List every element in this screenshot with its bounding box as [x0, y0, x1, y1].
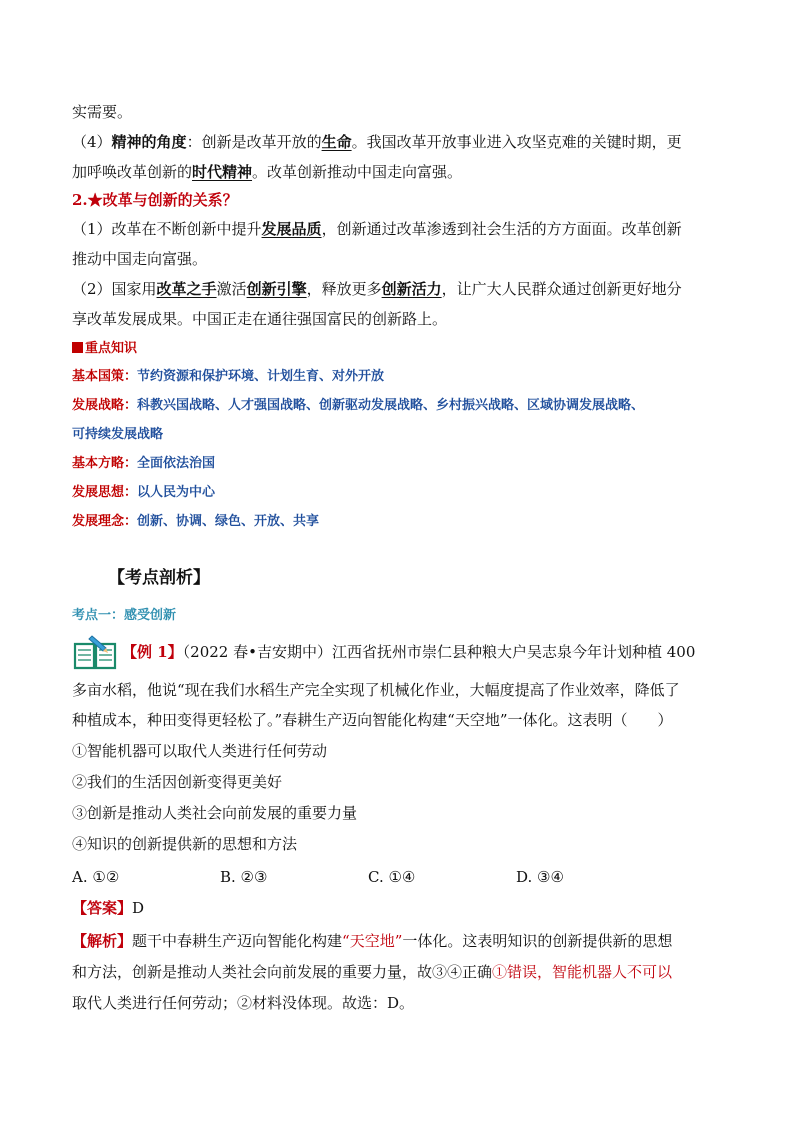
text: （1）改革在不断创新中提升	[72, 220, 262, 238]
example-stem-line	[72, 675, 722, 705]
text-line	[72, 97, 722, 127]
key-point-row	[72, 449, 215, 478]
text: ，创新通过改革渗透到社会生活的方方面面。改革创新	[321, 220, 682, 238]
statement	[72, 798, 722, 828]
underlined-keyword: 改革之手	[156, 280, 217, 298]
text: 和方法，创新是推动人类社会向前发展的重要力量，故③④正确	[72, 963, 493, 981]
option-d[interactable]: D. ③④	[516, 868, 564, 886]
question-heading	[72, 185, 722, 215]
key-point-value: 全面依法治国	[137, 456, 216, 471]
heading-text: 2.★改革与创新的关系？	[72, 191, 238, 209]
highlight-text: “天空地”	[342, 932, 403, 950]
analysis-label: 【解析】	[72, 932, 133, 950]
answer-value: D	[132, 899, 145, 917]
text: （2）国家用	[72, 280, 157, 298]
key-point-row	[72, 362, 384, 391]
text: 。改革创新推动中国走向富强。	[252, 163, 463, 181]
text-line	[72, 274, 722, 304]
key-point-row	[72, 420, 163, 449]
subsection-title: 考点一：感受创新	[72, 608, 177, 623]
text: 一体化。这表明知识的创新提供新的思想	[402, 932, 673, 950]
text: ④知识的创新提供新的思想和方法	[72, 835, 298, 853]
text: 种植成本，种田变得更轻松了。”春耕生产迈向智能化构建“天空地”一体化。这表明（ ）	[72, 711, 673, 729]
example-stem-line	[122, 637, 722, 667]
key-point-value: 可持续发展战略	[72, 427, 164, 442]
key-point-label: 发展理念：	[72, 514, 138, 529]
text: ：创新是改革开放的	[186, 133, 322, 151]
text: 推动中国走向富强。	[72, 250, 208, 268]
example-stem-line	[72, 705, 722, 735]
key-point-label: 发展战略：	[72, 398, 138, 413]
key-point-row	[72, 391, 644, 420]
text: 实需要。	[72, 103, 133, 121]
text: ①智能机器可以取代人类进行任何劳动	[72, 742, 328, 760]
answer-options	[72, 862, 722, 892]
text: （4）	[72, 133, 112, 151]
text: 多亩水稻，他说“现在我们水稻生产完全实现了机械化作业，大幅度提高了作业效率，降低了	[72, 681, 680, 699]
option-b[interactable]: B. ②③	[220, 868, 268, 886]
option-a[interactable]: A. ①②	[72, 868, 120, 886]
text: 江西省抚州市崇仁县种粮大户吴志泉今年计划种植 400	[331, 643, 696, 661]
bold-label: 精神的角度	[111, 133, 187, 151]
book-pencil-icon	[72, 632, 118, 670]
example-source: （2022 春•吉安期中）	[182, 643, 332, 661]
text: 取代人类进行任何劳动；②材料没体现。故选：D。	[72, 994, 415, 1012]
text-line	[72, 244, 722, 274]
highlight-text: ①错误，智能机器人不可以	[492, 963, 673, 981]
example-tag: 【例 1】	[122, 643, 183, 661]
statement	[72, 736, 722, 766]
key-point-row	[72, 507, 319, 536]
text: 题干中春耕生产迈向智能化构建	[132, 932, 343, 950]
text-line	[72, 157, 722, 187]
key-point-label: 基本国策：	[72, 369, 138, 384]
analysis-line	[72, 957, 722, 987]
text: 激活	[216, 280, 247, 298]
text: ，释放更多	[306, 280, 382, 298]
section-title: 【考点剖析】	[108, 568, 210, 588]
text: 加呼唤改革创新的	[72, 163, 193, 181]
text: 。我国改革开放事业进入攻坚克难的关键时期，更	[351, 133, 682, 151]
key-point-value: 科教兴国战略、人才强国战略、创新驱动发展战略、乡村振兴战略、区域协调发展战略、	[137, 398, 645, 413]
key-point-value: 节约资源和保护环境、计划生育、对外开放	[137, 369, 385, 384]
answer-label: 【答案】	[72, 899, 133, 917]
text-line	[72, 304, 722, 334]
key-point-value: 创新、协调、绿色、开放、共享	[137, 514, 320, 529]
red-square-icon	[72, 342, 83, 353]
underlined-keyword: 生命	[321, 133, 352, 151]
key-points-heading: 重点知识	[85, 341, 138, 356]
key-point-row	[72, 478, 215, 507]
text-line	[72, 214, 722, 244]
statement	[72, 767, 722, 797]
text-line	[72, 127, 722, 157]
option-c[interactable]: C. ①④	[368, 868, 416, 886]
analysis-line	[72, 988, 722, 1018]
statement	[72, 829, 722, 859]
key-point-label: 基本方略：	[72, 456, 138, 471]
text: 享改革发展成果。中国正走在通往强国富民的创新路上。	[72, 310, 448, 328]
text: ③创新是推动人类社会向前发展的重要力量	[72, 804, 358, 822]
key-point-label: 发展思想：	[72, 485, 138, 500]
underlined-keyword: 创新引擎	[246, 280, 307, 298]
text: ②我们的生活因创新变得更美好	[72, 773, 283, 791]
underlined-keyword: 发展品质	[261, 220, 322, 238]
key-points-title	[72, 334, 137, 363]
underlined-keyword: 创新活力	[381, 280, 442, 298]
analysis-line	[72, 926, 722, 956]
key-point-value: 以人民为中心	[137, 485, 216, 500]
answer-line	[72, 893, 722, 923]
underlined-keyword: 时代精神	[192, 163, 253, 181]
text: ，让广大人民群众通过创新更好地分	[441, 280, 682, 298]
